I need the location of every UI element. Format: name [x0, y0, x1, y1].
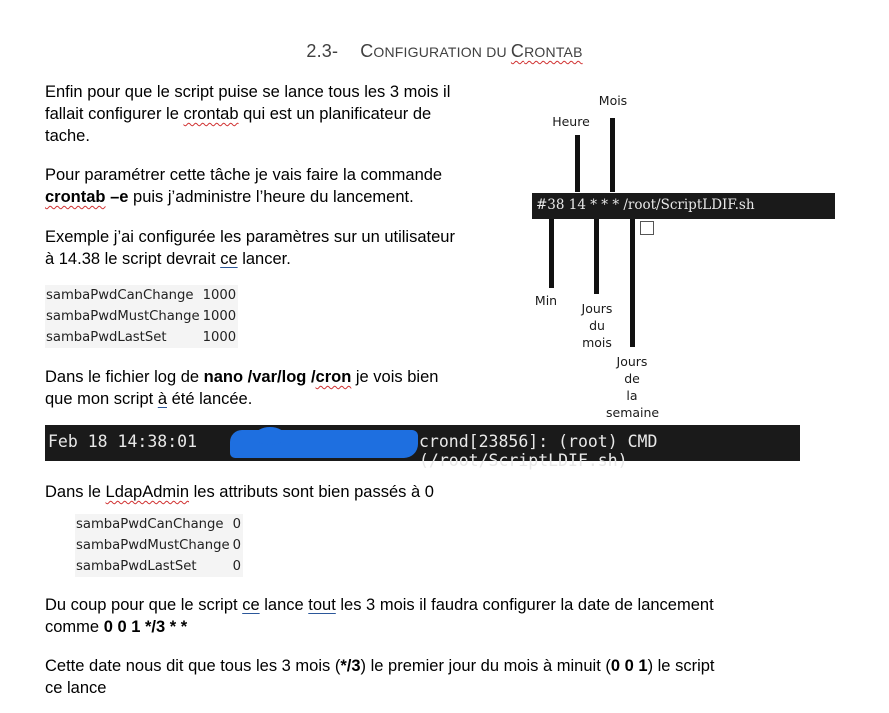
pointer-heure — [575, 135, 580, 192]
paragraph-command: Pour paramétrer cette tâche je vais faire la commande crontab –e puis j’administre l’heure du lancement. — [45, 166, 443, 206]
paragraph-conclusion: Du coup pour que le script ce lance tout les 3 mois il faudra configurer la date de lancement comme 0 0 1 */3 * * — [45, 596, 714, 636]
table-row — [75, 514, 243, 535]
pointer-min — [549, 219, 554, 288]
attr-value: 1000 — [202, 330, 237, 345]
paragraph-example: Exemple j’ai configurée les paramètres sur un utilisateur à 14.38 le script devrait ce lancer. — [45, 228, 455, 268]
section-number: 2.3- — [306, 41, 339, 61]
table-row — [75, 556, 243, 577]
section-title: CONFIGURATION DU CRONTAB — [360, 41, 583, 61]
label-heure: Heure — [552, 114, 590, 129]
attr-name: sambaPwdLastSet — [76, 559, 197, 574]
attributes-table-before — [45, 285, 238, 348]
table-row — [45, 306, 238, 327]
attr-name: sambaPwdMustChange — [76, 538, 230, 553]
cron-line-box — [532, 193, 835, 219]
label-jours-du-mois: Jours du mois — [581, 301, 613, 350]
pointer-mois — [610, 118, 615, 192]
attr-value: 1000 — [202, 288, 237, 303]
table-row — [75, 535, 243, 556]
attr-value: 1000 — [202, 309, 237, 324]
label-jours-semaine: Jours de la semaine — [606, 354, 660, 420]
attr-name: sambaPwdLastSet — [46, 330, 167, 345]
paragraph-explanation: Cette date nous dit que tous les 3 mois (*/3) le premier jour du mois à minuit (0 0 1) le script ce lance — [45, 657, 715, 697]
attr-name: sambaPwdCanChange — [76, 517, 224, 532]
section-heading — [0, 41, 889, 62]
table-row — [45, 285, 238, 306]
attributes-table-after — [75, 514, 243, 577]
cron-diagram — [530, 88, 840, 423]
table-row — [45, 327, 238, 348]
paragraph-ldapadmin: Dans le LdapAdmin les attributs sont bien passés à 0 — [45, 483, 434, 501]
log-message: crond[23856]: (root) CMD (/root/ScriptLDIF.sh) — [419, 432, 658, 470]
attr-value: 0 — [232, 559, 242, 574]
cursor-icon — [640, 221, 654, 235]
label-min: Min — [534, 293, 558, 308]
log-terminal-line — [45, 425, 800, 470]
attr-value: 0 — [232, 517, 242, 532]
label-mois: Mois — [598, 93, 628, 108]
pointer-jours-mois — [594, 219, 599, 294]
attr-value: 0 — [232, 538, 242, 553]
attr-name: sambaPwdMustChange — [46, 309, 200, 324]
attr-name: sambaPwdCanChange — [46, 288, 194, 303]
cron-line-text: #38 14 * * * /root/ScriptLDIF.sh — [536, 197, 755, 213]
log-timestamp: Feb 18 14:38:01 — [48, 432, 198, 451]
paragraph-log: Dans le fichier log de nano /var/log /cron je vois bien que mon script à été lancée. — [45, 368, 439, 408]
paragraph-intro: Enfin pour que le script puise se lance tous les 3 mois il fallait configurer le crontab qui est un planificateur de tache. — [45, 83, 451, 145]
pointer-jours-semaine — [630, 219, 635, 347]
